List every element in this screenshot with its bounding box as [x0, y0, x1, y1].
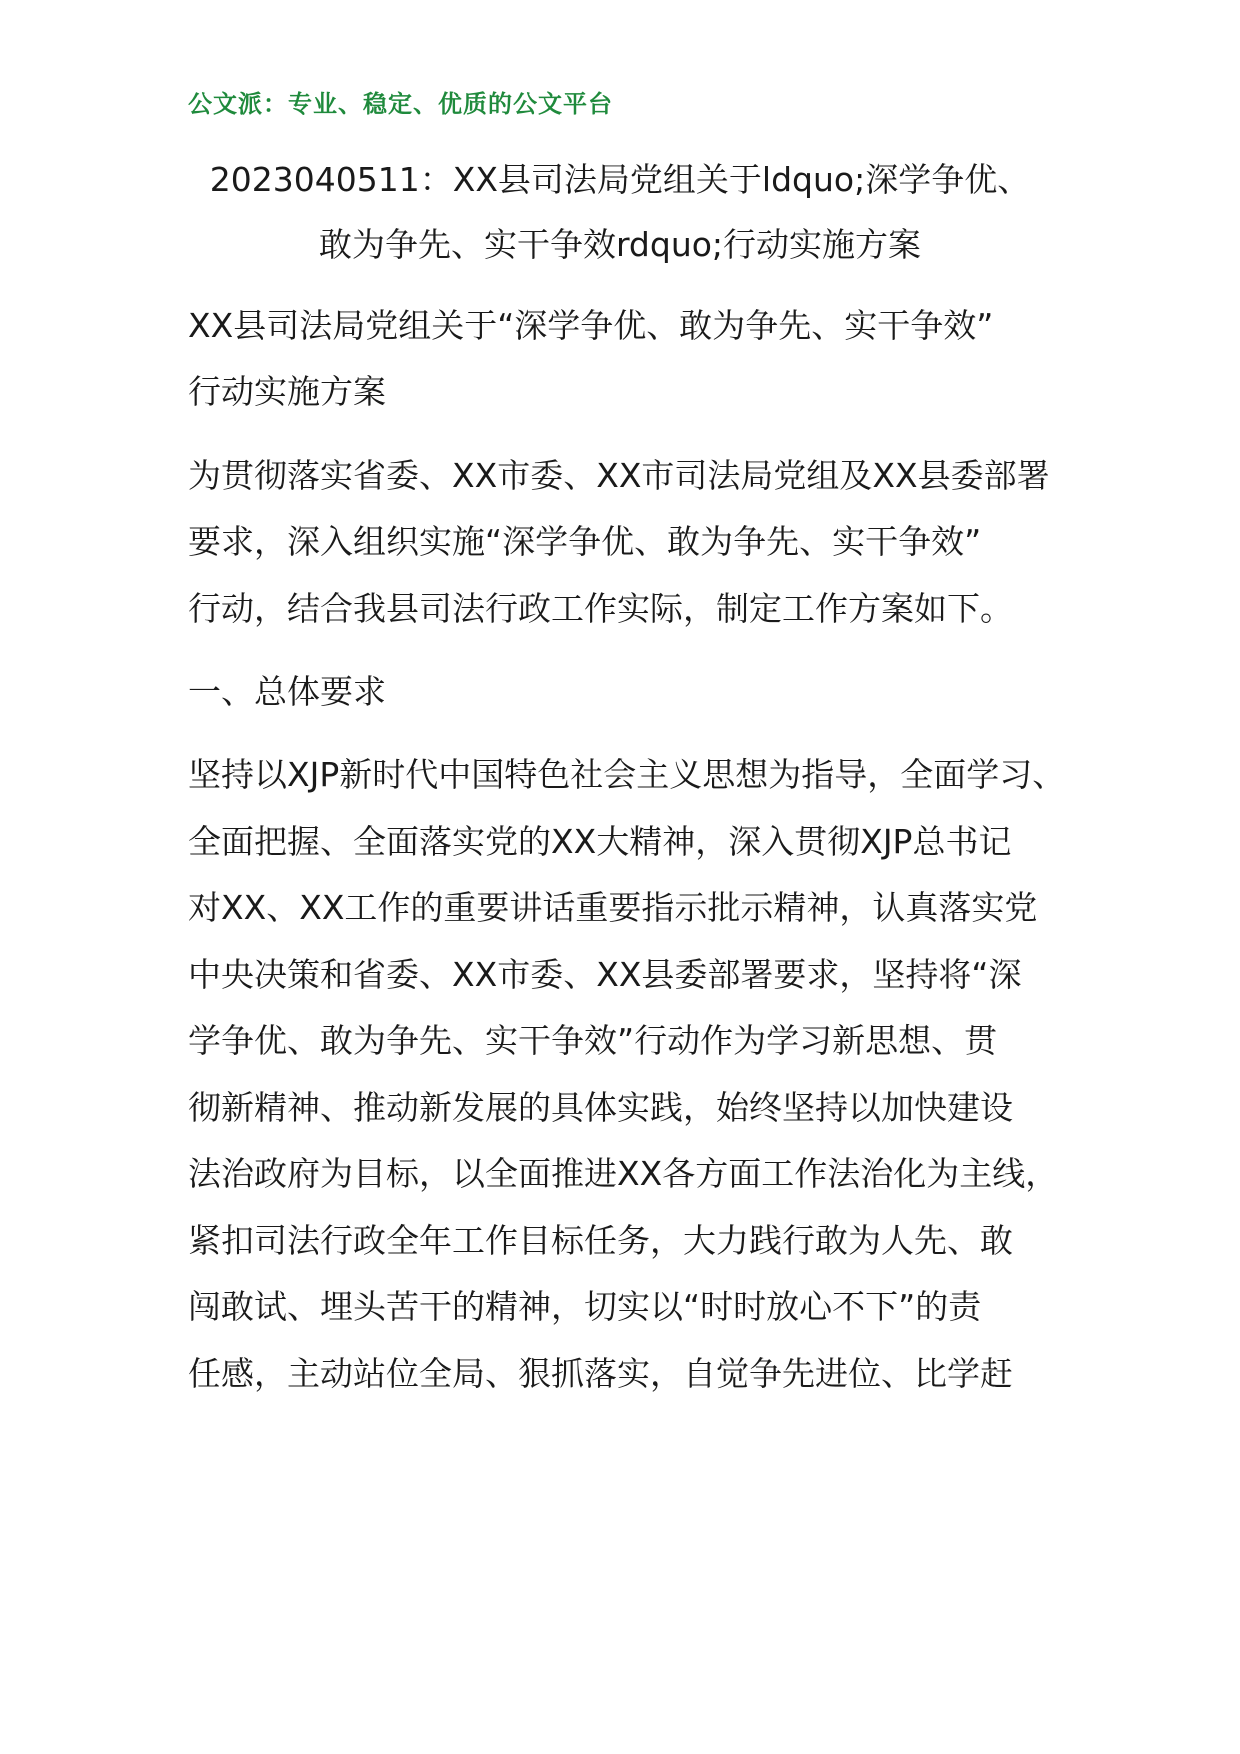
intro-line-2: 要求，深入组织实施“深学争优、敢为争先、实干争效”: [188, 522, 982, 561]
body-line-9: 闯敢试、埋头苦干的精神，切实以“时时放心不下”的责: [188, 1287, 982, 1326]
body-line-6: 彻新精神、推动新发展的具体实践，始终坚持以加快建设: [188, 1088, 1013, 1127]
body-line-8: 紧扣司法行政全年工作目标任务，大力践行敢为人先、敢: [188, 1221, 1013, 1260]
body-line-4: 中央决策和省委、XX市委、XX县委部署要求，坚持将“深: [188, 955, 1022, 994]
subtitle-line-2: 行动实施方案: [188, 372, 386, 411]
body-line-7: 法治政府为目标，以全面推进XX各方面工作法治化为主线，: [188, 1154, 1059, 1193]
body-line-10: 任感，主动站位全局、狠抓落实，自觉争先进位、比学赶: [188, 1354, 1013, 1393]
body-line-3: 对XX、XX工作的重要讲话重要指示批示精神，认真落实党: [188, 888, 1038, 927]
brand-tagline: 公文派：专业、稳定、优质的公文平台: [188, 90, 613, 118]
body-line-1: 坚持以XJP新时代中国特色社会主义思想为指导，全面学习、: [188, 755, 1066, 794]
section-heading: 一、总体要求: [188, 672, 386, 711]
body-line-5: 学争优、敢为争先、实干争效”行动作为学习新思想、贯: [188, 1021, 998, 1060]
document-title-line-2: 敢为争先、实干争效rdquo;行动实施方案: [318, 225, 922, 264]
intro-line-1: 为贯彻落实省委、XX市委、XX市司法局党组及XX县委部署: [188, 456, 1050, 495]
document-title-line-1: 2023040511：XX县司法局党组关于ldquo;深学争优、: [209, 160, 1031, 199]
subtitle-line-1: XX县司法局党组关于“深学争优、敢为争先、实干争效”: [188, 306, 994, 345]
body-line-2: 全面把握、全面落实党的XX大精神，深入贯彻XJP总书记: [188, 822, 1012, 861]
intro-line-3: 行动，结合我县司法行政工作实际，制定工作方案如下。: [188, 589, 1013, 628]
